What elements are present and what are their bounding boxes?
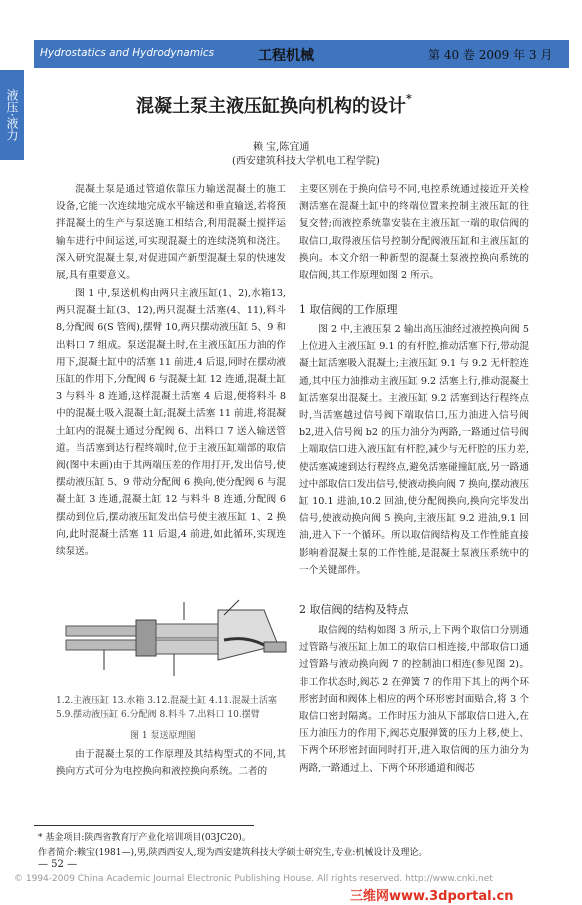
watermark: 三维网www.3dportal.cn <box>350 889 514 904</box>
right-paragraph-1: 主要区别在于换向信号不同,电控系统通过接近开关检测活塞在混凝土缸中的终端位置来控制主液压缸的往复交替;而液控系统靠安装在主液压缸一端的取信阀的取信口,取得液压信号控制分配阀液压缸和主液压缸的换向。本文介绍一种新型的混凝土泵液控换向系统的取信阀,其工作原理如图 2 所示。 <box>299 184 529 282</box>
section-heading-2: 2 取信阀的结构及特点 <box>299 603 409 616</box>
figure-parts-legend: 1.2.主液压缸 13.水箱 3.12.混凝土缸 4.11.混凝土活塞 5.9.摆动液压缸 6.分配阀 8.料斗 7.出料口 10.摆臂 <box>56 696 277 720</box>
pumping-principle-figure <box>64 590 290 688</box>
figure-caption: 图 1 泵送原理图 <box>130 731 196 741</box>
left-paragraph-1: 混凝土泵是通过管道依靠压力输送混凝土的施工设备,它能一次连续地完成水平输送和垂直输送,若将预拌混凝土的生产与泵送施工相结合,利用混凝土搅拌运输车进行中间运送,可实现混凝土的连续浇筑和浇注。深入研究混凝土泵,对促进国产新型混凝土泵的快速发展,具有重要意义。 <box>56 184 286 282</box>
left-paragraph-3: 由于混凝土泵的工作原理及其结构型式的不同,其换向方式可分为电控换向和液控换向系统。二者的 <box>56 749 286 778</box>
journal-chinese-title: 工程机械 <box>258 48 314 64</box>
left-paragraph-2: 图 1 中,泵送机构由两只主液压缸(1、2),水箱13,两只混凝土缸(3、12),两只混凝土活塞(4、11),料斗 8,分配阀 6(S 管阀),摆臂 10,两只摆动液压缸 5、9 和出料口 7 组成。泵送混凝土时,在主液压缸压力油的作用下,混凝土缸中的活塞 11 前进,4 后退,同时在摆动液压缸的作用下,分配阀 6 与混凝土缸 12 连通,混凝土缸 3 与料斗 8 连通,这样混凝土活塞 4 后退,便将料斗 8 中的混凝土吸入混凝土缸;混凝土活塞 11 前进,将混凝土缸内的混凝土通过分配阀 6、出料口 7 送入输送管道。当活塞到达行程终端时,位于主液压缸端部的取信阀(图中未画)由于其两端压差的作用打开,发出信号,使摆动液压缸 5、9 带动分配阀 6 换向,使分配阀 6 与混凝土缸 3 连通,混凝土缸 12 与料斗 8 连通,分配阀 6 摆动到位后,摆动液压缸发出信号使主液压缸 1、2 换向,此时混凝土活塞 11 后退,4 前进,如此循环,实现连续泵送。 <box>56 288 286 558</box>
article-title <box>136 92 412 118</box>
copyright-line: © 1994-2009 China Academic Journal Electronic Publishing House. All rights reserved. http://www.cnki.net <box>14 874 493 884</box>
page-number: — 52 — <box>38 859 78 870</box>
article-affiliation: (西安建筑科技大学机电工程学院) <box>232 156 380 167</box>
sidebar-section-label: 液压·液力 <box>0 70 24 160</box>
author-footnote: 作者简介:赖宝(1981—),男,陕西西安人,现为西安建筑科技大学硕士研究生,专业:机械设计及理论。 <box>38 848 428 858</box>
funding-footnote: * 基金项目:陕西省教育厅产业化培训项目(03JC20)。 <box>38 833 251 843</box>
right-paragraph-2: 图 2 中,主液压泵 2 输出高压油经过液控换向阀 5 上位进入主液压缸 9.1 的有杆腔,推动活塞下行,带动混凝土缸活塞吸入混凝土;主液压缸 9.1 与 9.2 无杆腔连通,其中压力油推动主液压缸 9.2 活塞上行,推动混凝土缸活塞泵出混凝土。主液压缸 9.2 活塞到达行程终点时,当活塞越过信号阀下端取信口,压力油进入信号阀 b2,进入信号阀 b2 的压力油分为两路,一路通过信号阀上端取信口进入液压缸有杆腔,减少与无杆腔的压力差,使活塞减速到达行程终点,避免活塞碰撞缸底,另一路通过中部取信口发出信号,使液动换向阀 7 换向,摆动液压缸 10.1 进油,10.2 回油,使分配阀换向,换向完毕发出信号,使液动换向阀 5 换向,主液压缸 9.2 进油,9.1 回油,进入下一个循环。所以取信阀结构及工作性能直接影响着混凝土泵的工作性能,是混凝土泵液压系统中的一个关键部件。 <box>299 324 529 576</box>
title-footnote-mark: * <box>406 92 412 105</box>
issue-info: 第 40 卷 2009 年 3 月 <box>428 48 553 62</box>
article-title-text: 混凝土泵主液压缸换向机构的设计 <box>136 96 406 117</box>
journal-english-title: Hydrostatics and Hydrodynamics <box>40 47 215 59</box>
article-authors: 赖 宝,陈宜通 <box>253 142 310 153</box>
right-paragraph-3: 取信阀的结构如图 3 所示,上下两个取信口分别通过管路与液压缸上加工的取信口相连接,中部取信口通过管路与液动换向阀 7 的控制油口相连(参见图 2)。非工作状态时,阀芯 2 在弹簧 7 的作用下其上的两个环形密封面和阀体上相应的两个环形密封面贴合,将 3 个取信口密封隔离。工作时压力油从下部取信口进入,在压力油压力的作用下,阀芯克服弹簧的压力上移,使上、下两个环形密封面同时打开,进入取信阀的压力油分为两路,一路通过上、下两个环形通道和阀芯 <box>299 625 529 774</box>
footnote-divider <box>34 825 254 826</box>
section-heading-1: 1 取信阀的工作原理 <box>299 303 398 316</box>
